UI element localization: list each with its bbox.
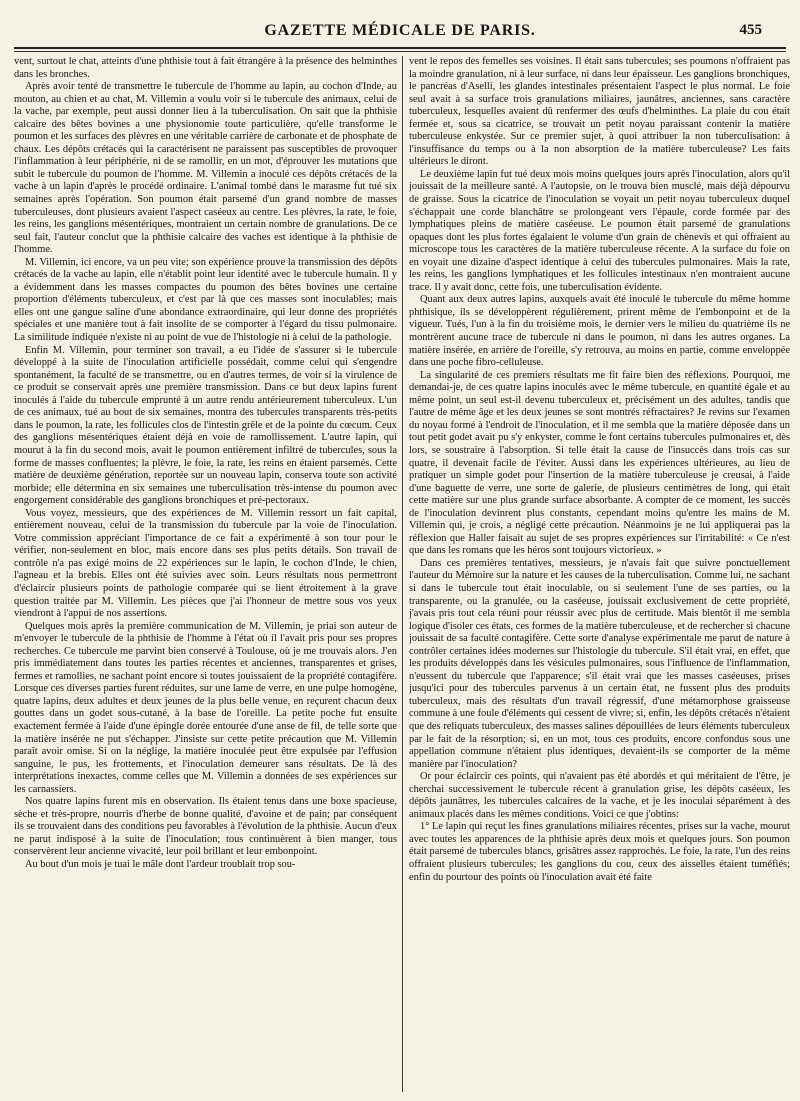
paragraph: Le deuxième lapin fut tué deux mois moins quelques jours après l'inoculation, alors qu'il jouissait de la meilleure santé. A l'autopsie, on le trouva bien musclé, mais déjà dépourvu de graisse. Sous la cicatrice de l'inoculation se voyait un petit noyau tuberculeux duquel s'échappait une corde blanchâtre se prolongeant vers l'épaule, corde formée par des lymphatiques pleins de matière caséeuse. Le poumon était parsemé de granulations opaques dont les plus fortes égalaient le volume d'un grain de chènevis et qui offraient au microscope tous les caractères de la matière tuberculeuse récente. A la surface du foie on en voyait une dizaine d'aspect identique à celui des tubercules pulmonaires. Mais la rate, les reins, les ganglions lymphatiques et les follicules intestinaux n'en montraient aucune trace. Il y avait donc, cette fois, une tuberculisation évidente. [409, 168, 790, 293]
column-divider [402, 56, 403, 1092]
paragraph: Au bout d'un mois je tuai le mâle dont l'ardeur troublait trop sou- [25, 859, 296, 870]
paragraph: 1° Le lapin qui reçut les fines granulations miliaires récentes, prises sur la vache, mourut avec toutes les apparences de la phthisie après deux mois et quelques jours. Son poumon était parsemé de tubercules blancs, grisâtres assez rapprochés. Le foie, la rate, l'un des reins offraient plusieurs tubercules; les ganglions du cou, ceux des aisselles étaient tuméfiés; enfin du pourtour des points où l'inoculation avait été faite [409, 821, 790, 883]
paragraph: vent, surtout le chat, atteints d'une phthisie tout à fait étrangère à la présence des helminthes dans les bronches. [14, 56, 397, 80]
paragraph: La singularité de ces premiers résultats me fit faire bien des réflexions. Pourquoi, me demandai-je, de ces quatre lapins inoculés avec le même tubercule, en quantité égale et au même point, un seul est-il devenu tuberculeux et, précisément un des adultes, tandis que l'autre de même âge et les deux jeunes se sont montrés réfractaires? Je revins sur l'examen du noyau formé à l'endroit de l'inoculation, et il me sembla que la matière déposée dans un tout petit godet avait pu s'y enkyster, comme le font certains tubercules pulmonaires et, dès lors, se soustraire à l'absorption. Si telle était la cause de l'insuccès dans trois cas sur quatre, il devenait facile de l'éviter. Aussi dans les expériences ultérieures, au lieu de pratiquer un simple godet pour l'insertion de la matière tuberculeuse je creusai, à l'aide d'une baguette de verre, une sorte de galerie, de plusieurs centimètres de long, qui était cette matière sur une plus grande surface absorbante. A compter de ce moment, les succès de l'inoculation devinrent plus constants, cependant moins qu'entre les mains de M. Villemin qui, je crois, a négligé cette précaution. Néanmoins je ne lui appliquerai pas la réflexion que Haller faisait au sujet de ses propres expériences sur l'irritabilité: « Ce n'est que dans les romans que les héros sont toujours victorieux. » [409, 369, 790, 557]
right-column [409, 56, 790, 1092]
paragraph: Quelques mois après la première communication de M. Villemin, je priai son auteur de m'envoyer le tubercule de la phthisie de l'homme à l'état où il l'avait pris pour ses propres recherches. Ce tubercule me parvint bien conservé à Toulouse, où je me trouvais alors. J'en pris immédiatement dans toutes les parties récentes et anciennes, transparentes et grises, fermes et ramollies, ne sachant point encore si toutes jouissaient de la propriété contagifère. Lorsque ces diverses parties furent réduites, sur une lame de verre, en une pulpe homogène, quatre lapins, deux adultes et deux jeunes de la plus belle venue, en reçurent chacun deux gouttes dans un godet sous-cutané, à la base de l'oreille. La petite poche fut ensuite exactement fermée à l'aide d'une épingle dorée entourée d'une anse de fil, de telle sorte que la matière insérée ne put s'échapper. J'insiste sur cette petite précaution que M. Villemin paraît avoir omise. Si on la néglige, la matière inoculée peut être expulsée par l'effusion sanguine, le pus, les frottements, et l'inoculation demeurer sans résultats. De là des interprétations inexactes, comme celles que M. Villemin a données de ses expériences sur les carnassiers. [14, 620, 397, 795]
left-column [14, 56, 397, 1092]
paragraph: Nos quatre lapins furent mis en observation. Ils étaient tenus dans une boxe spacieuse, sèche et très-propre, nourris d'herbe de bonne qualité, d'avoine et de pain; par conséquent ils se trouvaient dans des conditions peu favorables à l'évolution de la phthisie. Aucun d'eux ne parut indisposé à la suite de l'inoculation; tous continuèrent à bien manger, tous conservèrent leur ancienne vivacité, leur poil brillant et leur embonpoint. [14, 796, 397, 858]
paragraph: vent le repos des femelles ses voisines. Il était sans tubercules; ses poumons n'offraient pas la moindre granulation, ni à leur surface, ni dans leur épaisseur. Les ganglions bronchiques, le pancréas d'Aselli, les glandes intestinales présentaient l'aspect le plus normal. Le foie seul avait à sa surface trois granulations miliaires, jaunâtres, anciennes, sans caractère tuberculeux, lesquelles avaient dû renfermer des œufs d'helminthes. La plaie du cou était fermée et, sous sa cicatrice, se trouvait un petit noyau paraissant contenir la matière tuberculeuse enkystée. Sur ce premier sujet, à quoi attribuer la non tuberculisation: à l'insuffisance du temps ou à la non absorption de la matière tuberculeuse? Les faits ultérieurs le diront. [409, 56, 790, 168]
paragraph: Enfin M. Villemin, pour terminer son travail, a eu l'idée de s'assurer si le tubercule développé à la suite de l'inoculation artificielle possédait, comme celui qui s'engendre spontanément, la faculté de se transmettre, ou en d'autres termes, de voir si la virulence de ce produit se conservait après une première transmission. Dans ce but deux lapins furent inoculés à l'aide du tubercule emprunté à un autre rendu antérieurement tuberculeux. L'un de ces animaux, tué au bout de six semaines, montra des tubercules transparents très-petits dans le poumon, la rate, les follicules clos de l'intestin grêle et de la pointe du cœcum. Ceux des ganglions mésentériques étaient déjà en voie de ramollissement. L'autre lapin, qui mourut à la fin du second mois, avait le poumon entièrement infiltré de tubercules, sous la forme de masses confluentes; la plèvre, le foie, la rate, les reins en étaient parsemés. Cette matière de deuxième génération, reportée sur un nouveau lapin, conserva toute son activité morbide; elle détermina en six semaines une tuberculisation très-intense du poumon avec engorgement considérable des ganglions bronchiques et pré-pectoraux. [14, 344, 397, 507]
page-header [14, 22, 786, 46]
paragraph: Quant aux deux autres lapins, auxquels avait été inoculé le tubercule du même homme phthisique, ils se développèrent régulièrement, prirent même de l'embonpoint et de la vigueur. Tués, l'un à la fin du troisième mois, le dernier vers le milieu du quatrième ils ne montrèrent aucune trace de tubercule ni dans le poumon, ni dans les autres organes. La matière insérée, en arrière de l'oreille, s'y retrouva, au moins en partie, comme enveloppée dans une poche fibro-celluleuse. [409, 294, 790, 369]
paragraph: Dans ces premières tentatives, messieurs, je n'avais fait que suivre ponctuellement l'auteur du Mémoire sur la nature et les causes de la tuberculisation. Comme lui, ne sachant si dans le tubercule tout était inoculable, ou si seulement l'une de ses parties, ou la transparente, ou la granulée, ou la caséeuse, jouissait exclusivement de cette propriété, j'avais pris tout cela réuni pour réussir avec plus de certitude. Mais bientôt il me sembla logique d'isoler ces états, ces formes de la matière tuberculeuse, et de rechercher si chacune jouissait de sa faculté contagifère. Cette sorte d'analyse expérimentale me parut de nature à contrôler certaines idées modernes sur l'histologie du tubercule. S'il était vrai, en effet, que les produits développés dans les vésicules pulmonaires, sous l'influence de l'inflammation, n'eussent du tubercule que l'apparence; s'il était vrai que les masses caséeuses, prises jusqu'ici pour des tubercules parvenus à un certain état, ne fussent plus des produits tuberculeux, mais des résultats d'un travail régressif, d'une métamorphose graisseuse commune à une foule d'éléments qui cessent de vivre; si, enfin, les dépôts crétacés n'étaient que des reliquats tuberculeux, des masses salines dépouillées de leurs éléments tuberculeux par le fait de la résorption; si, en un mot, tous ces produits, encore confondus sous une appellation commune n'étaient plus identiques, devaient-ils se comporter de la même manière par l'inoculation? [409, 557, 790, 770]
header-rule-thin [14, 51, 786, 52]
header-rule [14, 47, 786, 49]
paragraph: Or pour éclaircir ces points, qui n'avaient pas été abordés et qui méritaient de l'être, je cherchai successivement le tubercule récent à granulation grise, les dépôts caséeux, les dépôts jaunâtres, les tubercules calcaires de la vache, et je les inoculai séparément à des animaux placés dans les mêmes conditions. Voici ce que j'obtins: [409, 771, 790, 820]
paragraph: Vous voyez, messieurs, que des expériences de M. Villemin ressort un fait capital, entièrement nouveau, celui de la transmission du tubercule par la voie de l'inoculation. Votre commission appréciant l'importance de ce fait a expérimenté à son tour pour le vérifier, non-seulement en bloc, mais encore dans ses plus petits détails. Son travail de contrôle n'a pas exigé moins de 22 expériences sur le lapin, le cochon d'Inde, le chien, l'agneau et la brebis. Elles ont été suivies avec soin. Leurs résultats nous permettront d'éclaircir plusieurs points de pathologie comparée qui se lient étroitement à la grave question traitée par M. Villemin. Les pièces que j'ai l'honneur de mettre sous vos yeux viendront à l'appui de nos assertions. [14, 507, 397, 620]
paragraph: Après avoir tenté de transmettre le tubercule de l'homme au lapin, au cochon d'Inde, au mouton, au chien et au chat, M. Villemin a voulu voir si le tubercule des animaux, celui de la vache, par exemple, peut aussi donner lieu à la tuberculisation. On sait que la phthisie calcaire des bêtes bovines a une physionomie toute particulière, qu'elle transforme le poumon et les surfaces des plèvres en une véritable carrière de carbonate et de phosphate de chaux. Les dépôts crétacés qui la caractérisent ne paraissent pas susceptibles de provoquer l'inflammation à leur périphérie, ni de se ramollir, en un mot, d'éprouver les mutations que subit le tubercule du poumon de l'homme. M. Villemin a inoculé ces dépôts crétacés de la vache à un lapin d'après le procédé ordinaire. L'animal tombé dans le marasme fut tué six semaines après l'opération. Son poumon était parsemé d'un grand nombre de masses tuberculeuses, dont plusieurs avaient l'aspect caséeux au centre. Les plèvres, la rate, le foie, les reins, les ganglions mésentériques, montraient un certain nombre de granulations. De ce seul fait, l'auteur conclut que la phthisie calcaire des vaches est identique à la phthisie de l'homme. [14, 81, 397, 256]
journal-title: GAZETTE MÉDICALE DE PARIS. [264, 22, 536, 39]
paragraph: M. Villemin, ici encore, va un peu vite; son expérience prouve la transmission des dépôts crétacés de la vache au lapin, elle n'établit point leur identité avec le tubercule humain. Il y a évidemment dans les masses compactes du poumon des bêtes bovines une certaine proportion d'éléments tuberculeux, et c'est par là que ces masses sont inoculables; mais elles ont une gangue saline d'une abondance extraordinaire, qui leur donne des propriétés spéciales et une manière tout à fait insolite de se comporter à l'égard du tissu pulmonaire. La similitude indiquée n'existe ni au point de vue de l'histologie ni à celui de la pathologie. [14, 256, 397, 344]
page-number: 455 [739, 22, 762, 38]
